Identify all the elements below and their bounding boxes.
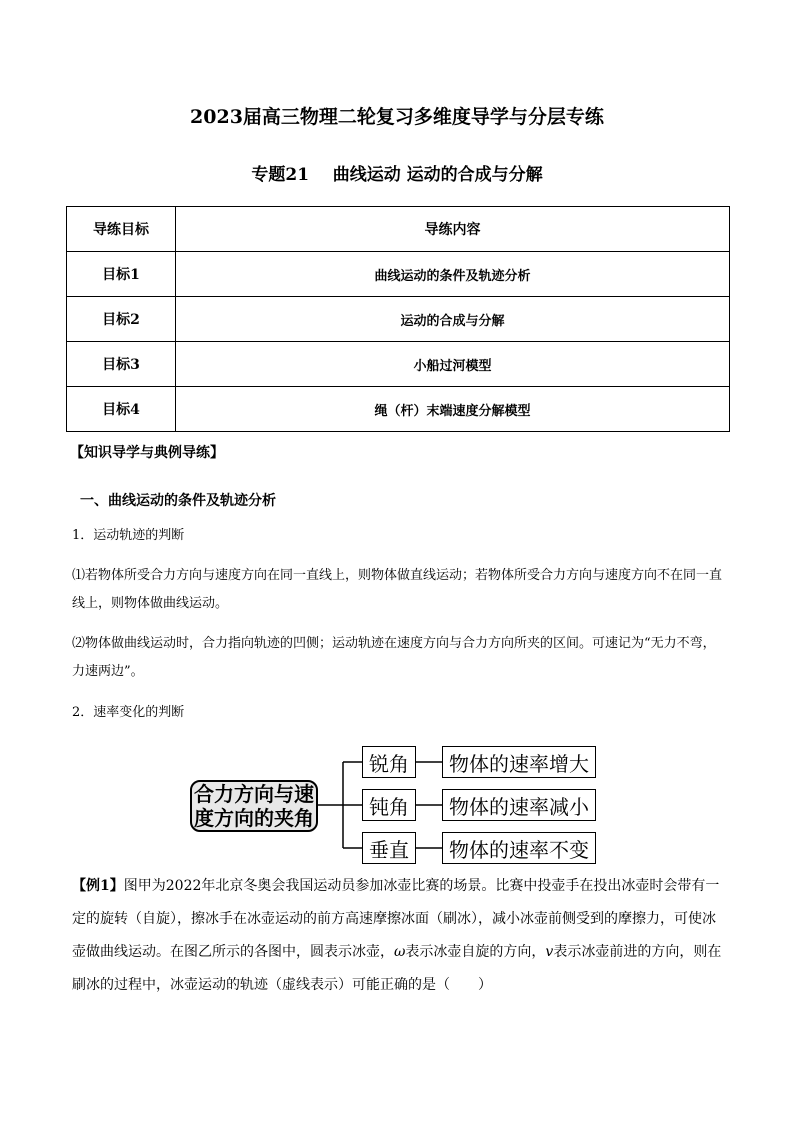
example-text: 表示冰壶自旋的方向， <box>405 944 546 960</box>
angle-main-box: 合力方向与速度方向的夹角 <box>190 780 318 832</box>
example-1 <box>72 870 728 1002</box>
table-header-row <box>67 207 730 252</box>
part1-heading: 一、曲线运动的条件及轨迹分析 <box>80 493 276 509</box>
goal-content: 小船过河模型 <box>176 342 730 387</box>
goal-label: 目标3 <box>67 342 176 387</box>
document-title: 2023届高三物理二轮复习多维度导学与分层专练 <box>190 106 604 128</box>
omega-symbol: ω <box>394 944 406 960</box>
topic-name: 曲线运动 运动的合成与分解 <box>332 165 543 185</box>
goal-content: 运动的合成与分解 <box>176 297 730 342</box>
table-header-cell: 导练内容 <box>176 207 730 252</box>
velocity-symbol: v <box>545 944 554 960</box>
table-header-cell: 导练目标 <box>67 207 176 252</box>
topic-number: 专题21 <box>251 165 310 185</box>
acute-angle-box: 锐角 <box>362 746 416 778</box>
table-row <box>67 342 730 387</box>
item1-heading: 1．运动轨迹的判断 <box>72 528 185 543</box>
example-label: 【例1】 <box>72 878 124 894</box>
document-subtitle <box>0 160 794 185</box>
goal-label: 目标1 <box>67 252 176 297</box>
example-text: 图甲为2022年北京冬奥会我国运动员参加冰壶比赛的场景。比赛中投壶手在投出冰壶时会带有一定的旋转（自旋），擦冰手在冰壶运动的前方高速摩擦冰面（刷冰），减小冰壶前侧受到的摩擦力，可使冰壶做曲线运动。在图乙所示的各图中，圆表示冰壶， <box>72 878 720 960</box>
goal-content: 绳（杆）末端速度分解模型 <box>176 387 730 432</box>
goal-label: 目标2 <box>67 297 176 342</box>
perpendicular-box: 垂直 <box>362 832 416 864</box>
item1-paragraph-1: ⑴若物体所受合力方向与速度方向在同一直线上，则物体做直线运动；若物体所受合力方向与速度方向不在同一直线上，则物体做曲线运动。 <box>72 568 723 611</box>
table-row <box>67 387 730 432</box>
table-row <box>67 252 730 297</box>
speed-constant-box: 物体的速率不变 <box>442 832 596 864</box>
table-row <box>67 297 730 342</box>
speed-decrease-box: 物体的速率减小 <box>442 789 596 821</box>
item2-heading: 2．速率变化的判断 <box>72 705 185 720</box>
item1-paragraph-2: ⑵物体做曲线运动时，合力指向轨迹的凹侧；运动轨迹在速度方向与合力方向所夹的区间。可速记为“无力不弯，力速两边”。 <box>72 636 716 679</box>
section-heading: 【知识导学与典例导练】 <box>70 445 224 461</box>
example-text: 表示冰壶前进的方向，则在刷冰的过程中，冰壶运动的轨迹（虚线表示）可能正确的是（ ） <box>72 944 722 993</box>
speed-increase-box: 物体的速率增大 <box>442 746 596 778</box>
goal-content: 曲线运动的条件及轨迹分析 <box>176 252 730 297</box>
obtuse-angle-box: 钝角 <box>362 789 416 821</box>
goals-table <box>66 206 730 432</box>
goal-label: 目标4 <box>67 387 176 432</box>
